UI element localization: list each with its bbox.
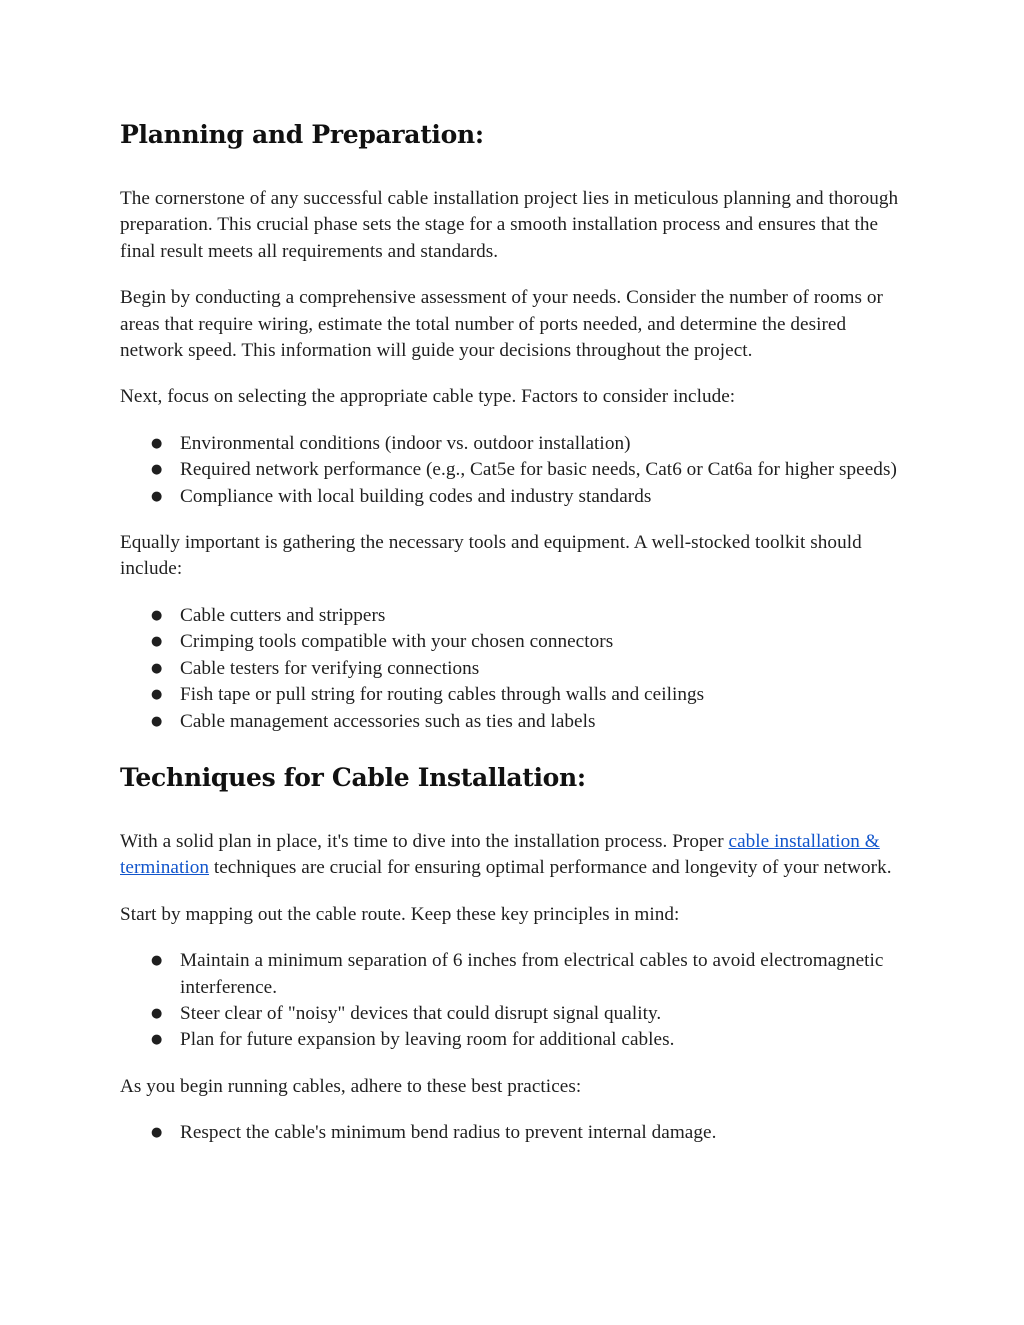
list-item-text: Environmental conditions (indoor vs. outdoor installation) — [180, 432, 631, 454]
bullet-icon: ● — [151, 687, 163, 703]
list-item-text: Crimping tools compatible with your chosen connectors — [180, 631, 614, 653]
paragraph: Begin by conducting a comprehensive assessment of your needs. Consider the number of rooms or areas that require wiring, estimate the total number of ports needed, and determine the desired network speed. This information will guide your decisions throughout the project. — [120, 287, 883, 362]
list-item-text: Fish tape or pull string for routing cables through walls and ceilings — [180, 684, 705, 706]
bullet-icon: ● — [151, 435, 163, 451]
paragraph: Next, focus on selecting the appropriate cable type. Factors to consider include: — [120, 386, 736, 408]
paragraph: Start by mapping out the cable route. Keep these key principles in mind: — [120, 903, 680, 925]
list-item-text: Respect the cable's minimum bend radius to prevent internal damage. — [180, 1122, 717, 1144]
list-item — [151, 948, 904, 1001]
list-item — [151, 629, 904, 655]
paragraph — [120, 829, 904, 882]
cable-factors-list — [120, 431, 904, 510]
route-principles-list — [120, 948, 904, 1054]
list-item-text: Cable cutters and strippers — [180, 604, 386, 626]
list-item-text: Cable testers for verifying connections — [180, 657, 480, 679]
list-item — [151, 656, 904, 682]
toolkit-list — [120, 603, 904, 735]
bullet-icon: ● — [151, 1005, 163, 1021]
paragraph-text: With a solid plan in place, it's time to dive into the installation process. Proper — [120, 830, 729, 852]
paragraph: Equally important is gathering the necessary tools and equipment. A well-stocked toolkit should include: — [120, 532, 862, 580]
bullet-icon: ● — [151, 607, 163, 623]
bullet-icon: ● — [151, 1125, 163, 1141]
section-heading-planning: Planning and Preparation: — [120, 120, 484, 149]
list-item — [151, 457, 904, 483]
section-heading-techniques: Techniques for Cable Installation: — [120, 762, 586, 792]
list-item-text: Maintain a minimum separation of 6 inches from electrical cables to avoid electromagnetic interference. — [180, 950, 884, 998]
bullet-icon: ● — [151, 953, 163, 969]
list-item — [151, 709, 904, 735]
list-item-text: Steer clear of "noisy" devices that could disrupt signal quality. — [180, 1002, 662, 1024]
paragraph: The cornerstone of any successful cable installation project lies in meticulous planning and thorough preparation. This crucial phase sets the stage for a smooth installation process and ensures that the final result meets all requirements and standards. — [120, 188, 899, 262]
cable-installation-link[interactable]: cable installation & termination — [120, 830, 880, 879]
list-item-text: Required network performance (e.g., Cat5e for basic needs, Cat6 or Cat6a for higher speeds) — [180, 459, 897, 481]
list-item — [151, 603, 904, 629]
bullet-icon: ● — [151, 462, 163, 478]
list-item — [151, 1027, 904, 1053]
list-item — [151, 484, 904, 510]
best-practices-list — [120, 1120, 904, 1146]
bullet-icon: ● — [151, 1032, 163, 1048]
paragraph: As you begin running cables, adhere to these best practices: — [120, 1075, 582, 1097]
paragraph-text: techniques are crucial for ensuring optimal performance and longevity of your network. — [209, 857, 892, 879]
bullet-icon: ● — [151, 713, 163, 729]
list-item — [151, 682, 904, 708]
bullet-icon: ● — [151, 634, 163, 650]
list-item — [151, 431, 904, 457]
bullet-icon: ● — [151, 660, 163, 676]
list-item — [151, 1001, 904, 1027]
list-item-text: Cable management accessories such as ties and labels — [180, 710, 596, 732]
bullet-icon: ● — [151, 488, 163, 504]
list-item — [151, 1120, 904, 1146]
list-item-text: Compliance with local building codes and industry standards — [180, 485, 652, 507]
list-item-text: Plan for future expansion by leaving room for additional cables. — [180, 1029, 675, 1051]
